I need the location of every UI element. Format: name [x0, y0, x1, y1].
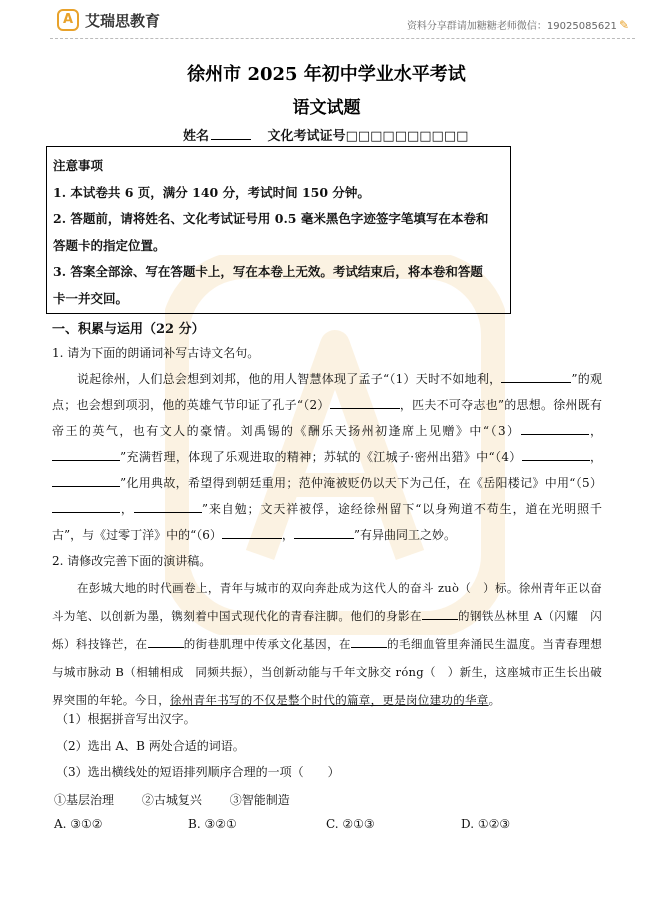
subquestion-1: （1）根据拼音写出汉字。 — [56, 712, 196, 726]
phrase-item: ①基层治理 — [54, 793, 115, 807]
exam-id-boxes: □□□□□□□□□□ — [345, 129, 469, 144]
notice-item: 卡一并交回。 — [53, 290, 129, 306]
notice-heading: 注意事项 — [53, 158, 104, 173]
brand-name: 艾瑞思教育 — [85, 11, 161, 30]
answer-blank — [501, 369, 571, 383]
passage-text: ， — [589, 450, 602, 464]
speech-text: 在彭城大地的时代画卷上，青年与城市的双向奔赴成为这代人的奋斗 zuò（ ）标。徐州青年正以奋斗为笔、以创新为墨，镌刻着中国式现代化的青春注脚。他们的身影在 — [52, 581, 602, 623]
question-1-prompt: 1. 请为下面的朗诵词补写古诗文名句。 — [52, 346, 260, 360]
answer-blank — [521, 421, 589, 435]
notice-item: 3. 答案全部涂、写在答题卡上，写在本卷上无效。考试结束后，将本卷和答题 — [53, 264, 483, 279]
phrase-item: ③智能制造 — [229, 793, 290, 807]
answer-blank — [422, 607, 458, 620]
option-a[interactable]: A. ③①② — [54, 817, 103, 831]
passage-text: 说起徐州，人们总会想到刘邦，他的用人智慧体现了孟子“（1）天时不如地利， — [77, 372, 502, 386]
passage-text: ”充满哲理，体现了乐观进取的精神；苏轼的《江城子·密州出猎》中“（4） — [120, 450, 522, 464]
speech-text: 的街巷肌理中传承文化基因，在 — [183, 637, 351, 651]
speech-text: 。 — [488, 693, 501, 707]
notice-item: 2. 答题前，请将姓名、文化考试证号用 0.5 毫米黑色字迹签字笔填写在本卷和 — [53, 211, 489, 226]
header-divider — [50, 38, 635, 39]
brand-logo-icon: A — [57, 9, 79, 31]
passage-text: ”有异曲同工之妙。 — [353, 528, 457, 542]
option-c[interactable]: C. ②①③ — [326, 817, 375, 831]
passage-text: ， — [588, 424, 602, 438]
name-blank — [211, 127, 251, 140]
header-note — [407, 17, 629, 32]
exam-title: 徐州市 2025 年初中学业水平考试 — [187, 64, 466, 85]
subquestion-3: （3）选出横线处的短语排列顺序合理的一项（ ） — [56, 765, 340, 779]
passage-text: ”的观点；也会想到项羽，他的英雄气节印证了孔子“（2） — [52, 372, 602, 412]
passage-text: ，匹夫不可夺志也”的思想。徐州既有帝王的英气，也有文人的豪情。刘禹锡的《酬乐天扬州初逢席上见赠》中“（3） — [52, 398, 602, 438]
answer-blank — [52, 499, 120, 513]
name-label: 姓名 — [183, 129, 210, 144]
question-1-passage — [52, 366, 602, 548]
answer-blank — [52, 473, 120, 487]
header-note-text: 资料分享群请加糖糖老师微信：19025085621 — [406, 21, 617, 32]
option-d[interactable]: D. ①②③ — [461, 817, 511, 831]
phrase-list — [54, 791, 314, 808]
phrase-item: ②古城复兴 — [141, 793, 202, 807]
passage-text: ”化用典故，希望得到朝廷重用；范仲淹被贬仍以天下为己任，在《岳阳楼记》中用“（5） — [120, 476, 602, 490]
answer-blank — [351, 635, 387, 648]
exam-subtitle: 语文试题 — [292, 98, 361, 118]
answer-blank — [148, 635, 184, 648]
brand-logo — [57, 9, 160, 31]
notice-box — [46, 146, 511, 314]
question-2-prompt: 2. 请修改完善下面的演讲稿。 — [52, 554, 212, 568]
pencil-icon: ✎ — [618, 18, 629, 32]
answer-blank — [330, 395, 400, 409]
section-title: 一、积累与运用（22 分） — [52, 322, 205, 337]
notice-item: 答题卡的指定位置。 — [53, 237, 166, 253]
passage-text: ， — [281, 528, 294, 542]
page-header — [0, 0, 653, 40]
option-b[interactable]: B. ③②① — [188, 817, 237, 831]
subquestion-2: （2）选出 A、B 两处合适的词语。 — [56, 739, 245, 753]
notice-item: 1. 本试卷共 6 页，满分 140 分，考试时间 150 分钟。 — [53, 184, 370, 200]
passage-text: ， — [120, 502, 134, 516]
speech-text: 的钢铁丛林里 A（闪耀 闪烁）科技锋芒，在 — [52, 609, 603, 651]
candidate-info-line — [183, 125, 468, 144]
answer-blank — [294, 525, 354, 539]
underlined-sentence: 徐州青年书写的不仅是整个时代的篇章，更是岗位建功的华章 — [170, 693, 489, 707]
exam-id-label: 文化考试证号 — [267, 129, 346, 144]
passage-text: ”来自勉；文天祥被俘，途经徐州留下“以身殉道不苟生，道在光明照千古”，与《过零丁洋》中的“（6） — [52, 502, 602, 542]
answer-blank — [222, 525, 282, 539]
speech-passage — [52, 574, 602, 714]
answer-blank — [522, 447, 590, 461]
speech-text: 的毛细血管里奔涌民生温度。当青春理想与城市脉动 B（相辅相成 同频共振），当创新动能与千年文脉交 róng（ ）新生，这座城市正生长出破界突围的年轮。今日， — [52, 637, 602, 707]
answer-blank — [134, 499, 202, 513]
answer-blank — [52, 447, 120, 461]
